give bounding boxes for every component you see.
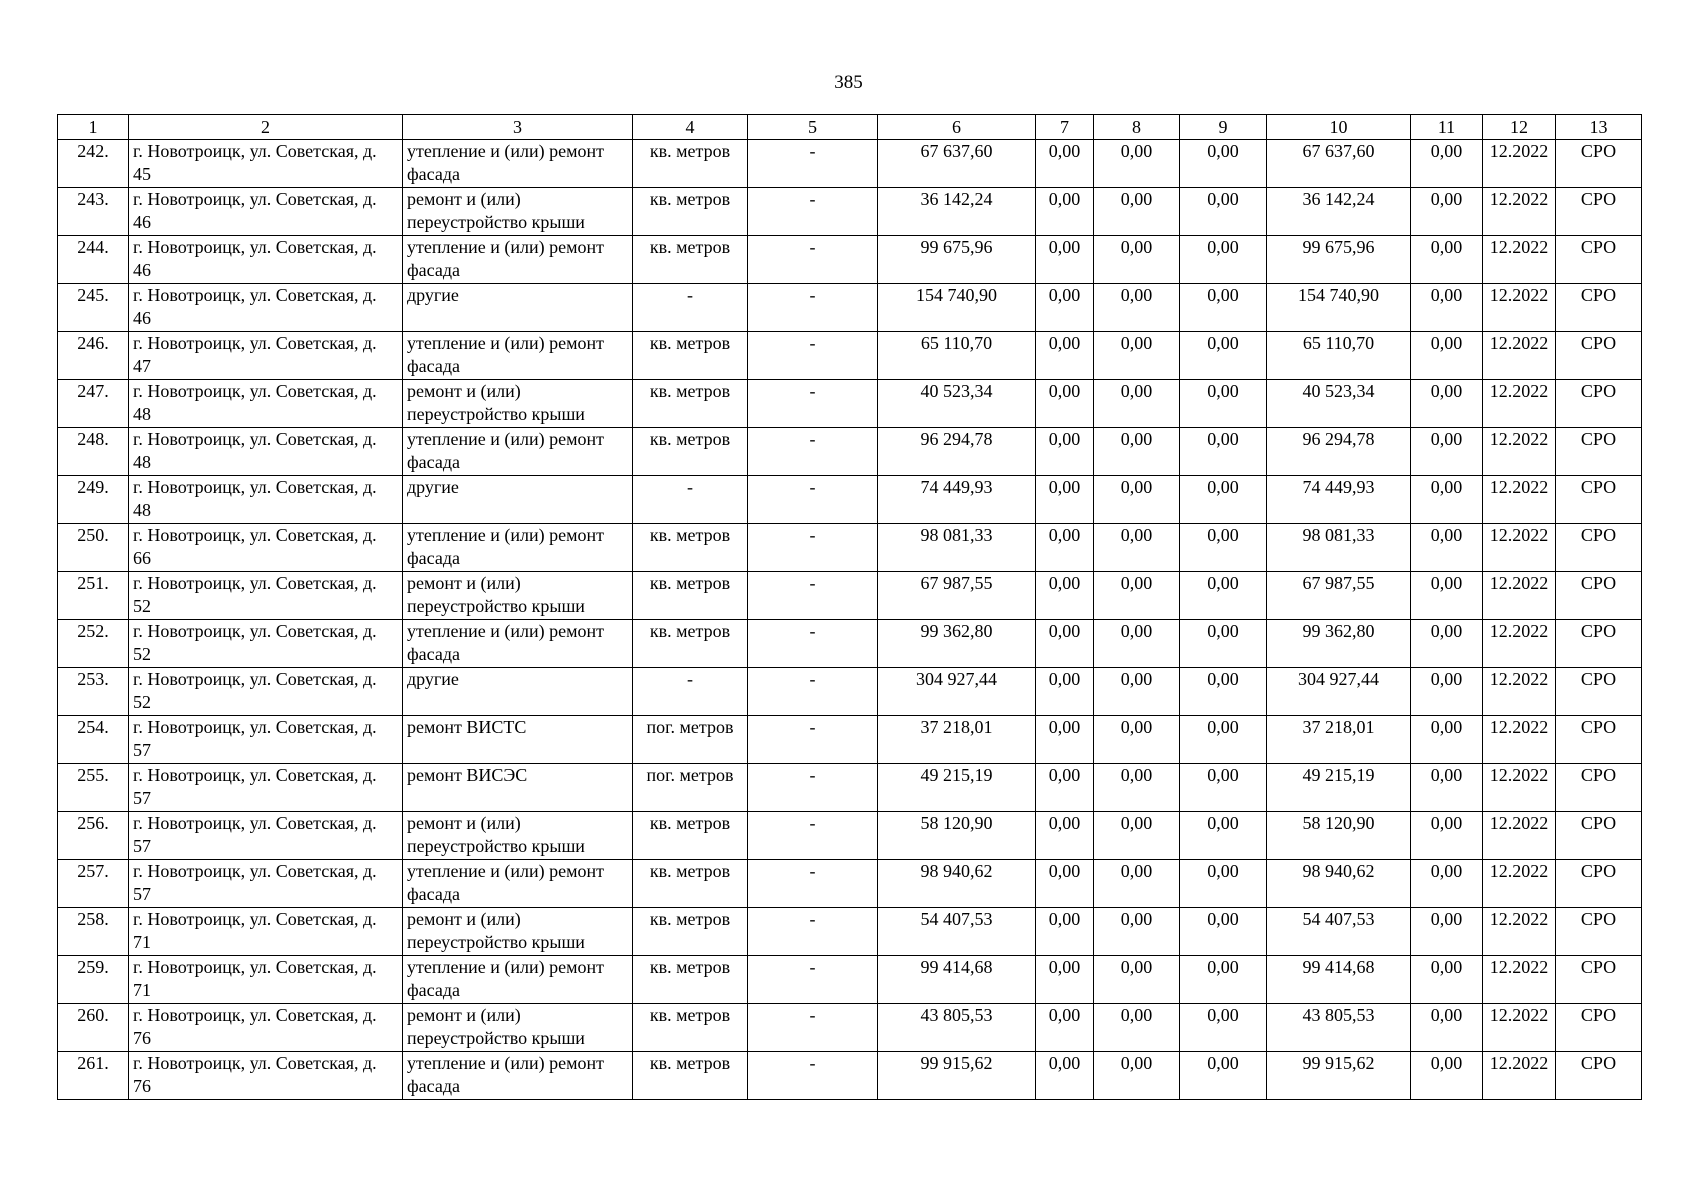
cost-cell-9: 0,00 — [1180, 380, 1267, 428]
work-type-cell: другие — [403, 284, 633, 332]
cost-cell-7: 0,00 — [1036, 236, 1094, 284]
total-cost-cell: 65 110,70 — [878, 332, 1036, 380]
work-type-cell: ремонт ВИСЭС — [403, 764, 633, 812]
unit-cell: кв. метров — [633, 188, 748, 236]
cost-cell-11: 0,00 — [1411, 1052, 1483, 1100]
organization-cell: СРО — [1556, 860, 1642, 908]
deadline-cell: 12.2022 — [1483, 860, 1556, 908]
cost-cell-10: 304 927,44 — [1267, 668, 1411, 716]
unit-cell: кв. метров — [633, 908, 748, 956]
cost-cell-8: 0,00 — [1094, 908, 1180, 956]
cost-cell-9: 0,00 — [1180, 428, 1267, 476]
unit-cell: кв. метров — [633, 428, 748, 476]
cost-cell-8: 0,00 — [1094, 620, 1180, 668]
quantity-cell: - — [748, 764, 878, 812]
address-cell: г. Новотроицк, ул. Советская, д. 71 — [129, 956, 403, 1004]
unit-cell: кв. метров — [633, 1052, 748, 1100]
table-row — [58, 572, 1642, 620]
cost-cell-7: 0,00 — [1036, 716, 1094, 764]
cost-cell-11: 0,00 — [1411, 332, 1483, 380]
cost-cell-8: 0,00 — [1094, 332, 1180, 380]
column-header: 7 — [1036, 115, 1094, 140]
quantity-cell: - — [748, 860, 878, 908]
organization-cell: СРО — [1556, 188, 1642, 236]
table-row — [58, 236, 1642, 284]
quantity-cell: - — [748, 956, 878, 1004]
table-row — [58, 860, 1642, 908]
cost-cell-9: 0,00 — [1180, 476, 1267, 524]
table-row — [58, 764, 1642, 812]
row-number-cell: 248. — [58, 428, 129, 476]
organization-cell: СРО — [1556, 764, 1642, 812]
address-cell: г. Новотроицк, ул. Советская, д. 45 — [129, 140, 403, 188]
address-cell: г. Новотроицк, ул. Советская, д. 46 — [129, 284, 403, 332]
cost-cell-10: 40 523,34 — [1267, 380, 1411, 428]
organization-cell: СРО — [1556, 332, 1642, 380]
cost-cell-7: 0,00 — [1036, 332, 1094, 380]
organization-cell: СРО — [1556, 812, 1642, 860]
unit-cell: - — [633, 476, 748, 524]
deadline-cell: 12.2022 — [1483, 1052, 1556, 1100]
organization-cell: СРО — [1556, 428, 1642, 476]
deadline-cell: 12.2022 — [1483, 668, 1556, 716]
unit-cell: - — [633, 668, 748, 716]
cost-cell-8: 0,00 — [1094, 188, 1180, 236]
cost-cell-7: 0,00 — [1036, 812, 1094, 860]
row-number-cell: 249. — [58, 476, 129, 524]
cost-cell-9: 0,00 — [1180, 812, 1267, 860]
cost-cell-10: 74 449,93 — [1267, 476, 1411, 524]
unit-cell: кв. метров — [633, 524, 748, 572]
cost-cell-9: 0,00 — [1180, 716, 1267, 764]
unit-cell: кв. метров — [633, 620, 748, 668]
cost-cell-9: 0,00 — [1180, 572, 1267, 620]
organization-cell: СРО — [1556, 476, 1642, 524]
table-row — [58, 332, 1642, 380]
row-number-cell: 250. — [58, 524, 129, 572]
address-cell: г. Новотроицк, ул. Советская, д. 48 — [129, 476, 403, 524]
table-row — [58, 1052, 1642, 1100]
row-number-cell: 243. — [58, 188, 129, 236]
row-number-cell: 251. — [58, 572, 129, 620]
row-number-cell: 254. — [58, 716, 129, 764]
organization-cell: СРО — [1556, 908, 1642, 956]
cost-cell-7: 0,00 — [1036, 428, 1094, 476]
cost-cell-11: 0,00 — [1411, 860, 1483, 908]
cost-cell-10: 98 940,62 — [1267, 860, 1411, 908]
work-type-cell: ремонт и (или) переустройство крыши — [403, 188, 633, 236]
cost-cell-7: 0,00 — [1036, 860, 1094, 908]
table-row — [58, 812, 1642, 860]
unit-cell: кв. метров — [633, 380, 748, 428]
deadline-cell: 12.2022 — [1483, 332, 1556, 380]
deadline-cell: 12.2022 — [1483, 284, 1556, 332]
table-row — [58, 908, 1642, 956]
work-type-cell: ремонт ВИСТС — [403, 716, 633, 764]
cost-cell-8: 0,00 — [1094, 1004, 1180, 1052]
cost-cell-9: 0,00 — [1180, 524, 1267, 572]
quantity-cell: - — [748, 140, 878, 188]
quantity-cell: - — [748, 716, 878, 764]
work-type-cell: утепление и (или) ремонт фасада — [403, 956, 633, 1004]
table-body — [58, 140, 1642, 1100]
row-number-cell: 261. — [58, 1052, 129, 1100]
quantity-cell: - — [748, 572, 878, 620]
table-row — [58, 380, 1642, 428]
cost-cell-9: 0,00 — [1180, 764, 1267, 812]
deadline-cell: 12.2022 — [1483, 428, 1556, 476]
row-number-cell: 259. — [58, 956, 129, 1004]
quantity-cell: - — [748, 284, 878, 332]
deadline-cell: 12.2022 — [1483, 572, 1556, 620]
table-row — [58, 524, 1642, 572]
total-cost-cell: 99 915,62 — [878, 1052, 1036, 1100]
cost-cell-9: 0,00 — [1180, 140, 1267, 188]
header-row — [58, 115, 1642, 140]
deadline-cell: 12.2022 — [1483, 812, 1556, 860]
cost-cell-10: 37 218,01 — [1267, 716, 1411, 764]
cost-cell-11: 0,00 — [1411, 524, 1483, 572]
column-header: 4 — [633, 115, 748, 140]
deadline-cell: 12.2022 — [1483, 620, 1556, 668]
quantity-cell: - — [748, 812, 878, 860]
work-type-cell: утепление и (или) ремонт фасада — [403, 1052, 633, 1100]
deadline-cell: 12.2022 — [1483, 140, 1556, 188]
unit-cell: кв. метров — [633, 140, 748, 188]
cost-cell-7: 0,00 — [1036, 956, 1094, 1004]
unit-cell: кв. метров — [633, 812, 748, 860]
cost-cell-10: 65 110,70 — [1267, 332, 1411, 380]
row-number-cell: 247. — [58, 380, 129, 428]
cost-cell-10: 99 675,96 — [1267, 236, 1411, 284]
address-cell: г. Новотроицк, ул. Советская, д. 48 — [129, 380, 403, 428]
address-cell: г. Новотроицк, ул. Советская, д. 76 — [129, 1052, 403, 1100]
quantity-cell: - — [748, 236, 878, 284]
table-row — [58, 476, 1642, 524]
cost-cell-10: 67 987,55 — [1267, 572, 1411, 620]
work-type-cell: другие — [403, 668, 633, 716]
organization-cell: СРО — [1556, 1004, 1642, 1052]
cost-cell-9: 0,00 — [1180, 860, 1267, 908]
cost-cell-10: 36 142,24 — [1267, 188, 1411, 236]
row-number-cell: 256. — [58, 812, 129, 860]
cost-cell-9: 0,00 — [1180, 620, 1267, 668]
unit-cell: кв. метров — [633, 860, 748, 908]
deadline-cell: 12.2022 — [1483, 236, 1556, 284]
cost-cell-9: 0,00 — [1180, 956, 1267, 1004]
total-cost-cell: 58 120,90 — [878, 812, 1036, 860]
total-cost-cell: 67 637,60 — [878, 140, 1036, 188]
cost-cell-11: 0,00 — [1411, 956, 1483, 1004]
cost-cell-11: 0,00 — [1411, 716, 1483, 764]
unit-cell: пог. метров — [633, 716, 748, 764]
work-type-cell: утепление и (или) ремонт фасада — [403, 524, 633, 572]
organization-cell: СРО — [1556, 716, 1642, 764]
total-cost-cell: 43 805,53 — [878, 1004, 1036, 1052]
unit-cell: кв. метров — [633, 572, 748, 620]
deadline-cell: 12.2022 — [1483, 956, 1556, 1004]
cost-cell-7: 0,00 — [1036, 380, 1094, 428]
column-header: 10 — [1267, 115, 1411, 140]
work-type-cell: утепление и (или) ремонт фасада — [403, 332, 633, 380]
cost-cell-11: 0,00 — [1411, 236, 1483, 284]
address-cell: г. Новотроицк, ул. Советская, д. 57 — [129, 716, 403, 764]
table-row — [58, 428, 1642, 476]
cost-cell-9: 0,00 — [1180, 1052, 1267, 1100]
row-number-cell: 258. — [58, 908, 129, 956]
total-cost-cell: 36 142,24 — [878, 188, 1036, 236]
work-type-cell: утепление и (или) ремонт фасада — [403, 620, 633, 668]
total-cost-cell: 67 987,55 — [878, 572, 1036, 620]
cost-cell-9: 0,00 — [1180, 284, 1267, 332]
cost-cell-7: 0,00 — [1036, 1052, 1094, 1100]
work-type-cell: утепление и (или) ремонт фасада — [403, 236, 633, 284]
total-cost-cell: 40 523,34 — [878, 380, 1036, 428]
unit-cell: кв. метров — [633, 236, 748, 284]
cost-cell-10: 67 637,60 — [1267, 140, 1411, 188]
cost-cell-7: 0,00 — [1036, 668, 1094, 716]
cost-cell-11: 0,00 — [1411, 1004, 1483, 1052]
column-header: 3 — [403, 115, 633, 140]
unit-cell: - — [633, 284, 748, 332]
cost-cell-11: 0,00 — [1411, 572, 1483, 620]
organization-cell: СРО — [1556, 140, 1642, 188]
row-number-cell: 260. — [58, 1004, 129, 1052]
address-cell: г. Новотроицк, ул. Советская, д. 52 — [129, 572, 403, 620]
table-row — [58, 140, 1642, 188]
quantity-cell: - — [748, 188, 878, 236]
cost-cell-7: 0,00 — [1036, 476, 1094, 524]
page-number: 385 — [834, 72, 863, 93]
cost-cell-7: 0,00 — [1036, 764, 1094, 812]
cost-cell-11: 0,00 — [1411, 380, 1483, 428]
cost-cell-8: 0,00 — [1094, 956, 1180, 1004]
organization-cell: СРО — [1556, 236, 1642, 284]
total-cost-cell: 304 927,44 — [878, 668, 1036, 716]
cost-cell-11: 0,00 — [1411, 428, 1483, 476]
cost-cell-11: 0,00 — [1411, 812, 1483, 860]
address-cell: г. Новотроицк, ул. Советская, д. 48 — [129, 428, 403, 476]
unit-cell: пог. метров — [633, 764, 748, 812]
cost-cell-11: 0,00 — [1411, 908, 1483, 956]
cost-cell-8: 0,00 — [1094, 668, 1180, 716]
unit-cell: кв. метров — [633, 332, 748, 380]
cost-cell-8: 0,00 — [1094, 572, 1180, 620]
total-cost-cell: 98 081,33 — [878, 524, 1036, 572]
cost-cell-8: 0,00 — [1094, 1052, 1180, 1100]
cost-cell-8: 0,00 — [1094, 428, 1180, 476]
quantity-cell: - — [748, 620, 878, 668]
cost-cell-8: 0,00 — [1094, 812, 1180, 860]
cost-cell-9: 0,00 — [1180, 236, 1267, 284]
cost-cell-10: 49 215,19 — [1267, 764, 1411, 812]
cost-cell-9: 0,00 — [1180, 1004, 1267, 1052]
row-number-cell: 252. — [58, 620, 129, 668]
quantity-cell: - — [748, 1004, 878, 1052]
row-number-cell: 242. — [58, 140, 129, 188]
cost-cell-9: 0,00 — [1180, 188, 1267, 236]
cost-cell-8: 0,00 — [1094, 716, 1180, 764]
deadline-cell: 12.2022 — [1483, 1004, 1556, 1052]
column-header: 13 — [1556, 115, 1642, 140]
column-header: 9 — [1180, 115, 1267, 140]
cost-cell-9: 0,00 — [1180, 332, 1267, 380]
cost-cell-7: 0,00 — [1036, 620, 1094, 668]
cost-cell-8: 0,00 — [1094, 284, 1180, 332]
address-cell: г. Новотроицк, ул. Советская, д. 66 — [129, 524, 403, 572]
quantity-cell: - — [748, 1052, 878, 1100]
cost-cell-11: 0,00 — [1411, 668, 1483, 716]
cost-cell-10: 96 294,78 — [1267, 428, 1411, 476]
repair-plan-table — [57, 114, 1642, 1100]
deadline-cell: 12.2022 — [1483, 380, 1556, 428]
cost-cell-11: 0,00 — [1411, 620, 1483, 668]
total-cost-cell: 98 940,62 — [878, 860, 1036, 908]
cost-cell-7: 0,00 — [1036, 140, 1094, 188]
address-cell: г. Новотроицк, ул. Советская, д. 47 — [129, 332, 403, 380]
address-cell: г. Новотроицк, ул. Советская, д. 57 — [129, 860, 403, 908]
cost-cell-11: 0,00 — [1411, 764, 1483, 812]
cost-cell-7: 0,00 — [1036, 1004, 1094, 1052]
table-row — [58, 668, 1642, 716]
cost-cell-9: 0,00 — [1180, 668, 1267, 716]
work-type-cell: ремонт и (или) переустройство крыши — [403, 908, 633, 956]
cost-cell-8: 0,00 — [1094, 764, 1180, 812]
organization-cell: СРО — [1556, 524, 1642, 572]
quantity-cell: - — [748, 908, 878, 956]
cost-cell-10: 54 407,53 — [1267, 908, 1411, 956]
cost-cell-10: 99 414,68 — [1267, 956, 1411, 1004]
cost-cell-8: 0,00 — [1094, 860, 1180, 908]
deadline-cell: 12.2022 — [1483, 524, 1556, 572]
table-row — [58, 188, 1642, 236]
table-row — [58, 284, 1642, 332]
work-type-cell: утепление и (или) ремонт фасада — [403, 860, 633, 908]
total-cost-cell: 99 362,80 — [878, 620, 1036, 668]
quantity-cell: - — [748, 476, 878, 524]
table-row — [58, 620, 1642, 668]
address-cell: г. Новотроицк, ул. Советская, д. 46 — [129, 188, 403, 236]
table-row — [58, 716, 1642, 764]
work-type-cell: ремонт и (или) переустройство крыши — [403, 380, 633, 428]
cost-cell-8: 0,00 — [1094, 524, 1180, 572]
row-number-cell: 244. — [58, 236, 129, 284]
cost-cell-8: 0,00 — [1094, 236, 1180, 284]
cost-cell-11: 0,00 — [1411, 284, 1483, 332]
table-row — [58, 956, 1642, 1004]
row-number-cell: 245. — [58, 284, 129, 332]
cost-cell-11: 0,00 — [1411, 476, 1483, 524]
quantity-cell: - — [748, 428, 878, 476]
address-cell: г. Новотроицк, ул. Советская, д. 52 — [129, 668, 403, 716]
quantity-cell: - — [748, 380, 878, 428]
work-type-cell: другие — [403, 476, 633, 524]
unit-cell: кв. метров — [633, 956, 748, 1004]
cost-cell-9: 0,00 — [1180, 908, 1267, 956]
cost-cell-8: 0,00 — [1094, 476, 1180, 524]
quantity-cell: - — [748, 332, 878, 380]
total-cost-cell: 54 407,53 — [878, 908, 1036, 956]
organization-cell: СРО — [1556, 380, 1642, 428]
column-header: 11 — [1411, 115, 1483, 140]
work-type-cell: утепление и (или) ремонт фасада — [403, 428, 633, 476]
organization-cell: СРО — [1556, 1052, 1642, 1100]
column-header: 2 — [129, 115, 403, 140]
total-cost-cell: 37 218,01 — [878, 716, 1036, 764]
table-row — [58, 1004, 1642, 1052]
cost-cell-8: 0,00 — [1094, 380, 1180, 428]
work-type-cell: ремонт и (или) переустройство крыши — [403, 812, 633, 860]
address-cell: г. Новотроицк, ул. Советская, д. 46 — [129, 236, 403, 284]
organization-cell: СРО — [1556, 572, 1642, 620]
cost-cell-11: 0,00 — [1411, 188, 1483, 236]
deadline-cell: 12.2022 — [1483, 908, 1556, 956]
cost-cell-7: 0,00 — [1036, 572, 1094, 620]
row-number-cell: 257. — [58, 860, 129, 908]
deadline-cell: 12.2022 — [1483, 716, 1556, 764]
column-header: 5 — [748, 115, 878, 140]
total-cost-cell: 74 449,93 — [878, 476, 1036, 524]
cost-cell-10: 43 805,53 — [1267, 1004, 1411, 1052]
total-cost-cell: 154 740,90 — [878, 284, 1036, 332]
cost-cell-7: 0,00 — [1036, 524, 1094, 572]
column-header: 1 — [58, 115, 129, 140]
row-number-cell: 255. — [58, 764, 129, 812]
total-cost-cell: 99 414,68 — [878, 956, 1036, 1004]
cost-cell-10: 99 362,80 — [1267, 620, 1411, 668]
address-cell: г. Новотроицк, ул. Советская, д. 71 — [129, 908, 403, 956]
address-cell: г. Новотроицк, ул. Советская, д. 57 — [129, 764, 403, 812]
column-header: 8 — [1094, 115, 1180, 140]
unit-cell: кв. метров — [633, 1004, 748, 1052]
organization-cell: СРО — [1556, 668, 1642, 716]
quantity-cell: - — [748, 524, 878, 572]
column-header: 6 — [878, 115, 1036, 140]
total-cost-cell: 99 675,96 — [878, 236, 1036, 284]
organization-cell: СРО — [1556, 956, 1642, 1004]
deadline-cell: 12.2022 — [1483, 476, 1556, 524]
total-cost-cell: 49 215,19 — [878, 764, 1036, 812]
row-number-cell: 253. — [58, 668, 129, 716]
address-cell: г. Новотроицк, ул. Советская, д. 76 — [129, 1004, 403, 1052]
row-number-cell: 246. — [58, 332, 129, 380]
work-type-cell: ремонт и (или) переустройство крыши — [403, 1004, 633, 1052]
cost-cell-8: 0,00 — [1094, 140, 1180, 188]
organization-cell: СРО — [1556, 620, 1642, 668]
quantity-cell: - — [748, 668, 878, 716]
cost-cell-10: 154 740,90 — [1267, 284, 1411, 332]
deadline-cell: 12.2022 — [1483, 764, 1556, 812]
deadline-cell: 12.2022 — [1483, 188, 1556, 236]
cost-cell-10: 58 120,90 — [1267, 812, 1411, 860]
cost-cell-7: 0,00 — [1036, 188, 1094, 236]
work-type-cell: ремонт и (или) переустройство крыши — [403, 572, 633, 620]
work-type-cell: утепление и (или) ремонт фасада — [403, 140, 633, 188]
total-cost-cell: 96 294,78 — [878, 428, 1036, 476]
cost-cell-10: 98 081,33 — [1267, 524, 1411, 572]
organization-cell: СРО — [1556, 284, 1642, 332]
cost-cell-11: 0,00 — [1411, 140, 1483, 188]
address-cell: г. Новотроицк, ул. Советская, д. 57 — [129, 812, 403, 860]
column-header: 12 — [1483, 115, 1556, 140]
address-cell: г. Новотроицк, ул. Советская, д. 52 — [129, 620, 403, 668]
cost-cell-7: 0,00 — [1036, 908, 1094, 956]
cost-cell-7: 0,00 — [1036, 284, 1094, 332]
cost-cell-10: 99 915,62 — [1267, 1052, 1411, 1100]
